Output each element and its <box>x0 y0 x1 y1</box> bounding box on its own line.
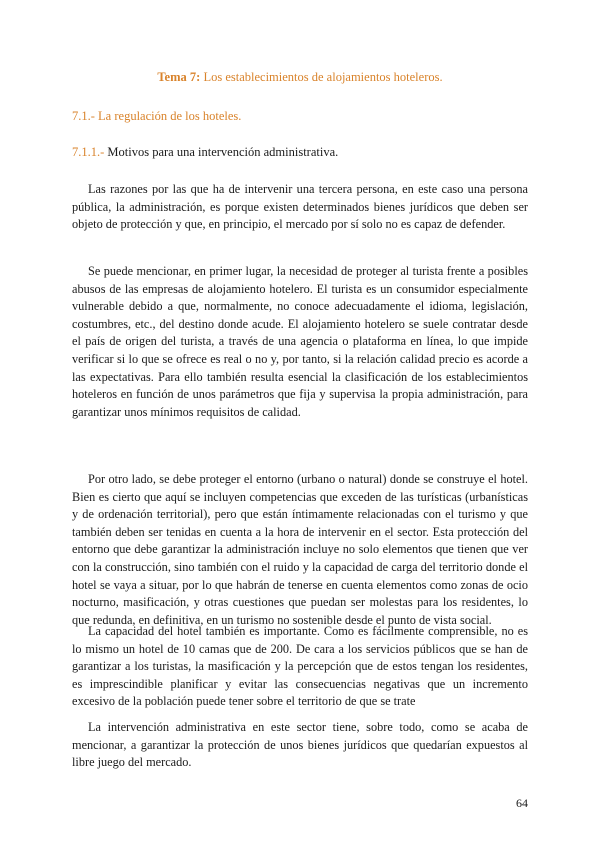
chapter-title <box>0 70 600 85</box>
body-paragraph: La capacidad del hotel también es importante. Como es fácilmente comprensible, no es lo mismo un hotel de 10 camas que de 200. De cara a los servicios públicos que se han de garantizar a los turistas, la masificación y la percepción que de estos tengan los residentes, es imprescindible planificar y evitar las consecuencias negativas que un incremento excesivo de la población puede tener sobre el territorio de que se trate <box>72 624 528 709</box>
body-paragraph: La intervención administrativa en este sector tiene, sobre todo, como se acaba de mencionar, a garantizar la protección de unos bienes jurídicos que quedarían expuestos al libre juego del mercado. <box>72 720 528 770</box>
subsection-heading <box>72 145 338 160</box>
section-number: 7.1.- <box>72 109 95 123</box>
page-number: 64 <box>516 796 528 810</box>
body-paragraph: Por otro lado, se debe proteger el entorno (urbano o natural) donde se construye el hotel. Bien es cierto que aquí se incluyen competencias que exceden de las turísticas (urbanísticas y de ordenación territorial), pero que están íntimamente relacionadas con el turismo y que también deben ser tenidas en cuenta a la hora de intervenir en el sector. Esta protección del entorno que debe garantizar la administración incluye no solo elementos que tienen que ver con la construcción, sino también con el ruido y la capacidad de carga del territorio donde el hotel se vaya a situar, por lo que habrán de tenerse en cuenta elementos como zonas de ocio nocturno, masificación, y otras cuestiones que puedan ser molestas para los residentes, lo que redunda, en definitiva, en un turismo no sostenible desde el punto de vista social. <box>72 472 528 627</box>
body-paragraph: Se puede mencionar, en primer lugar, la necesidad de proteger al turista frente a posibles abusos de las empresas de alojamiento hotelero. El turista es un consumidor especialmente vulnerable debido a que, normalmente, no conoce adecuadamente el idioma, legislación, costumbres, etc., del destino donde acude. El alojamiento hotelero se suele contratar desde el país de origen del turista, a través de una agencia o plataforma en línea, lo que impide verificar si lo que se ofrece es real o no y, por tanto, si la relación calidad precio es acorde a las expectativas. Para ello también resulta esencial la clasificación de los establecimientos hoteleros en función de unos parámetros que fija y supervisa la propia administración, para garantizar unos mínimos requisitos de calidad. <box>72 264 528 419</box>
subsection-title: Motivos para una intervención administrativa. <box>104 145 339 159</box>
body-paragraph: Las razones por las que ha de intervenir una tercera persona, en este caso una persona pública, la administración, es porque existen determinados bienes jurídicos que deben ser objeto de protección y que, en principio, el mercado por sí solo no es capaz de defender. <box>72 182 528 232</box>
subsection-number: 7.1.1.- <box>72 145 105 159</box>
chapter-label: Tema 7: <box>157 70 201 84</box>
section-heading <box>72 109 241 124</box>
chapter-title-text: Los establecimientos de alojamientos hoteleros. <box>200 70 443 84</box>
section-title: La regulación de los hoteles. <box>94 109 242 123</box>
